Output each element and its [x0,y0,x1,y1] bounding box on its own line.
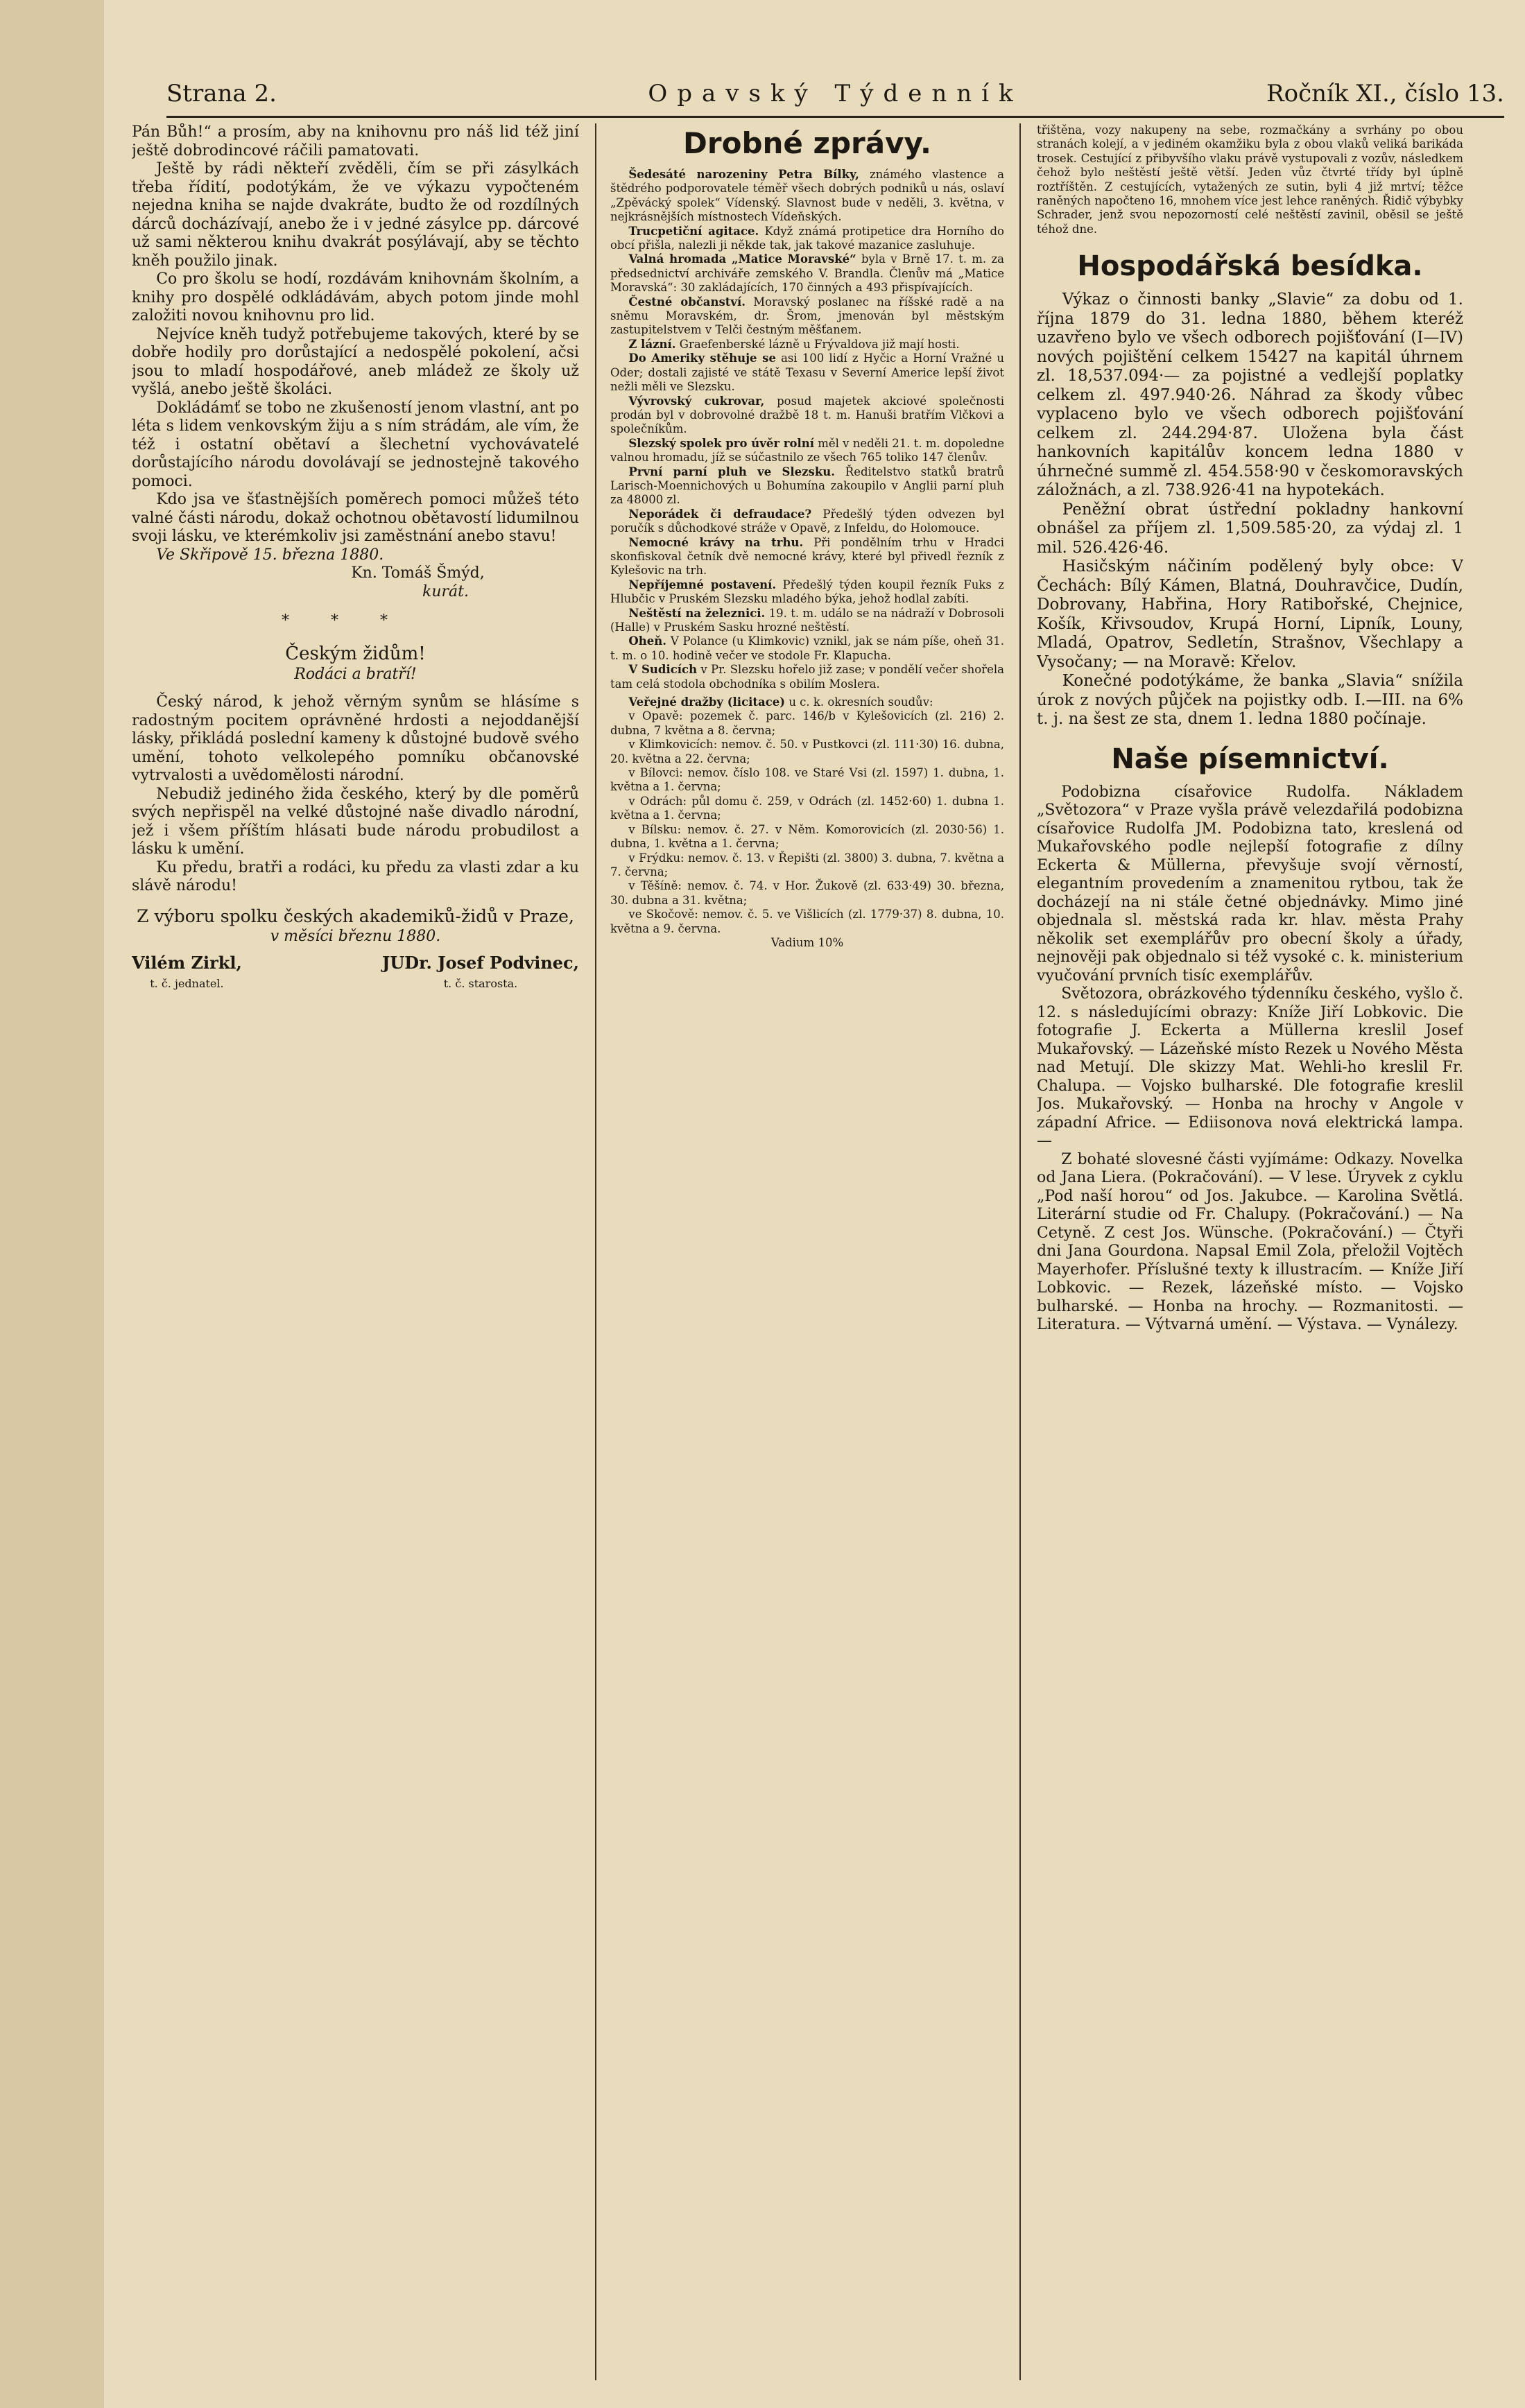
news-item [610,252,1004,295]
society-date: v měsíci březnu 1880. [270,927,441,945]
news-item-lead: Neporádek či defraudace? [628,507,812,521]
paragraph: Co pro školu se hodí, rozdávám knihovnám školním, a knihy pro dospělé odkládávám, abych potom jinde mohl založiti novou knihovnu pro lid. [132,270,579,324]
auction-item: v Frýdku: nemov. č. 13. v Řepišti (zl. 3800) 3. dubna, 7. května a 7. června; [610,851,1004,878]
news-list [610,168,1004,691]
news-item-text: asi 100 lidí z Hyčic a Horní Vražné u Oder; dostali zajisté ve státě Texasu v Severní Americe lepší život nežli měli ve Slezsku. [610,352,1004,394]
news-item [610,607,1004,635]
paragraph: Nejvíce kněh tudyž potřebujeme takových, které by se dobře hodily pro dorůstající a nedospělé pokolení, ačsi jsou to mladí hospodářové, aneb mládež ze školy už vyšlá, anebo ještě školáci. [132,325,579,398]
paragraph: Český národ, k jehož věrným synům se hlásíme s radostným pocitem oprávněné hrdosti a nejoddanější lásky, přikládá poslední kameny k důstojné budově svého umění, tohoto velkolepého pomníku občanovské vytrvalosti a uvědomělosti národní. [132,693,579,784]
section-separator: *** [282,612,429,630]
signer-role: t. č. jednatel. [150,976,224,990]
auction-item: v Těšíně: nemov. č. 74. v Hor. Žukově (zl. 633·49) 30. března, 30. dubna a 31. května; [610,879,1004,907]
column-3 [1037,123,1463,2380]
paragraph: Pán Bůh!“ a prosím, aby na knihovnu pro náš lid též jiní ještě dobrodincové ráčili pamatovati. [132,123,579,159]
news-item-text: Graefenberské lázně u Frývaldova již mají hosti. [679,337,960,351]
newspaper-title: Opavský Týdenník [648,80,1023,107]
auction-item: ve Skočově: nemov. č. 5. ve Višlicích (zl. 1779·37) 8. dubna, 10. května a 9. června. [610,908,1004,935]
paragraph: Světozora, obrázkového týdenníku českého, vyšlo č. 12. s následujícími obrazy: Kníže Jiří Lobkovic. Die fotografie J. Eckerta a Müllerna kreslil Josef Mukařovský. — Lázeňské místo Rezek u Nového Města nad Metují. Dle skizzy Mat. Wehli-ho kreslil Fr. Chalupa. — Vojsko bulharské. Dle fotografie kreslil Jos. Mukařovský. — Honba na hrochy v Angole v západní Africe. — Ediisonova nová elektrická lampa. — [1037,985,1463,1150]
news-item [610,578,1004,607]
auction-item: v Bílovci: nemov. číslo 108. ve Staré Vsi (zl. 1597) 1. dubna, 1. května a 1. června; [610,766,1004,794]
auction-item: v Klimkovicích: nemov. č. 50. v Pustkovci (zl. 111·30) 16. dubna, 20. května a 22. června; [610,738,1004,765]
news-item [610,168,1004,225]
paragraph: Ještě by rádi někteří zvěděli, čím se při zásylkách třeba řídití, podotýkám, že ve výkazu vypočteném nejedna kniha se najde dvakráte, budto že od rozdílných dárců docházívají, anebo že i v jedné zásylce pp. dárcové už sami některou knihu dvakrát posýlávají, aby se těchto kněh použilo jinak. [132,160,579,270]
news-item-lead: Slezský spolek pro úvěr rolní [628,436,814,450]
news-item [610,225,1004,253]
news-item-text: v Pr. Slezsku hořelo již zase; v pondělí večer shořela tam celá stodola obchodníka s obilím Moslera. [610,663,1004,691]
paragraph: Výkaz o činnosti banky „Slavie“ za dobu od 1. října 1879 do 31. ledna 1880, během kteréž uzavřeno bylo ve všech odborech pojišťování (I—IV) nových pojištění celkem 15427 na kapitál úhrnem zl. 18,537.094·— za pojistné a vedlejší poplatky celkem zl. 497.940·26. Náhrad za škody vůbec vyplaceno bylo ve všech odborech pojišťování celkem zl. 244.294·87. Uložena byla část hankovních kapitálův koncem ledna 1880 v úhrnečné summě zl. 454.558·90 v českomoravských záložnách, a zl. 738.926·41 na hypotekách. [1037,291,1463,500]
news-item-text: Při pondělním trhu v Hradci skonfiskoval četník dvě nemocné krávy, které byl přivedl řezník z Kylešovic na trh. [610,535,1004,578]
paragraph: Konečné podotýkáme, že banka „Slavia“ snížila úrok z nových půjček na pojistky odb. I.—III. na 6% t. j. na šest ze sta, dnem 1. ledna 1880 počínaje. [1037,672,1463,729]
paragraph: Z bohaté slovesné části vyjímáme: Odkazy. Novelka od Jana Liera. (Pokračování). — V lese. Úryvek z cyklu „Pod naší horou“ od Jos. Jakubce. — Karolina Světlá. Literární studie od Fr. Chalupy. (Pokračování.) — Na Cetyně. Z cest Jos. Wünsche. (Pokračování.) — Čtyři dni Jana Gourdona. Napsal Emil Zola, přeložil Vojtěch Mayerhofer. Příslušné texty k illustracím. — Kníže Jiří Lobkovic. — Rezek, lázeňské místo. — Vojsko bulharské. — Honba na hrochy. — Rozmanitosti. — Literatura. — Výtvarná umění. — Výstava. — Vynálezy. [1037,1150,1463,1334]
news-item [610,352,1004,394]
news-item-text: měl v neděli 21. t. m. dopoledne valnou hromadu, jíž se súčastnilo ze všech 765 toliko 147 členův. [610,436,1004,465]
news-item [610,663,1004,691]
news-item [610,395,1004,437]
news-item-lead: Trucpetiční agitace. [628,224,759,238]
news-item-lead: Šedesáté narozeniny Petra Bílky, [628,168,859,181]
paragraph: Hasičským náčiním podělený byly obce: V Čechách: Bílý Kámen, Blatná, Douhravčice, Dudín, Dobrovany, Habřina, Hory Ratibořské, Chejnice, Košík, Křivsoudov, Krupá Horní, Lipník, Louny, Mladá, Opatrov, Sedletín, Strašnov, Všechlapy a Vysočany; — na Moravě: Křelov. [1037,557,1463,671]
news-item [610,634,1004,663]
auction-item: v Bílsku: nemov. č. 27. v Něm. Komorovicích (zl. 2030·56) 1. dubna, 1. května a 1. června; [610,822,1004,851]
news-item-lead: Čestné občanství. [628,295,746,309]
page-header [166,73,1504,118]
news-item-text: byla v Brně 17. t. m. za předsednictví archiváře zemského V. Brandla. Členův má „Matice Moravská“: 30 zakládajících, 170 činných a 493 přispívajících. [610,252,1004,295]
signoff-role: kurát. [422,582,469,600]
news-item-lead: Do Ameriky stěhuje se [628,352,776,365]
society-name: Z výboru spolku českých akademiků-židů v Praze, [137,906,574,926]
paragraph: Podobizna císařovice Rudolfa. Nákladem „Světozora“ v Praze vyšla právě velezdařilá podobizna císařovice Rudolfa JM. Podobizna tato, kreslená od Mukařovského podle nejlepší fotografie z dílny Eckerta & Müllerna, převyšuje svojí věrností, elegantním provedením a znamenitou rytbou, tak že docházejí na ni stále četné objednávky. Mimo jiné objednala sl. městská rada kr. hlav. města Prahy několik set exemplářův pro obecní školy a úřady, nejnověji pak objednalo si též vysoké c. k. ministerium vyučování prvních tisíc exemplářův. [1037,783,1463,985]
auctions-intro: u c. k. okresních soudův: [789,695,933,709]
paragraph: Ku předu, bratři a rodáci, ku předu za vlasti zdar a ku slávě národu! [132,858,579,894]
news-item-text: Když známá protipetice dra Horního do obcí přišla, nalezli ji někde tak, jak takové mazanice zasluhuje. [610,224,1004,252]
news-item-lead: Z lázní. [628,337,676,351]
news-item-lead: Vývrovský cukrovar, [628,394,765,408]
news-item-text: Předešlý týden odvezen byl poručík s důchodkové stráže v Opavě, z Infeldu, do Holomouce. [610,507,1004,535]
issue-number: Ročník XI., číslo 13. [1266,80,1504,107]
news-item-text: Moravský poslanec na říšské radě a na sněmu Moravském, dr. Šrom, jmenován byl městským zastupitelstvem v Telči čestným měšťanem. [610,295,1004,337]
page-margin [0,0,104,2408]
news-item [610,437,1004,465]
news-item-lead: V Sudicích [628,663,698,677]
auction-item: v Odrách: půl domu č. 259, v Odrách (zl. 1452·60) 1. dubna 1. května a 1. června; [610,794,1004,822]
news-item-text: 19. t. m. událo se na nádraží v Dobrosoli (Halle) v Pruském Sasku hrozné neštěstí. [610,606,1004,634]
section-subtitle: Rodáci a bratří! [294,665,417,683]
signoff-place: Ve Skřipově 15. března 1880. [156,546,384,564]
signer-name: Vilém Zirkl, [132,953,242,973]
auction-list [610,709,1004,936]
column-2 [610,123,1004,2380]
section-title: Českým židům! [285,643,426,664]
column-1 [132,123,579,2380]
news-item-text: známého vlastence a štědrého podporovatele téměř všech dobrých podniků u nás, oslaví „Zpěvácký spolek“ Vídenský. Slavnost bude v neděli, 3. května, v nejkrásnějších místnostech Vídeňských. [610,168,1004,224]
page-number: Strana 2. [166,80,277,107]
section-title: Drobné zprávy. [683,126,931,160]
auctions-title: Veřejné dražby (licitace) [628,695,786,709]
signer-name: JUDr. Josef Podvinec, [381,953,579,973]
news-item-lead: Oheň. [628,634,666,648]
news-item-text: Předešlý týden koupil řezník Fuks z Hlubčic v Pruském Slezsku mladého býka, jehož hodlal zabíti. [610,578,1004,606]
news-item-lead: Nepříjemné postavení. [628,578,777,591]
auctions-end: Vadium 10% [770,935,844,949]
news-item-lead: Valná hromada „Matice Moravské“ [628,252,856,266]
news-item [610,465,1004,508]
news-item-lead: Neštěstí na železnici. [628,606,766,620]
paragraph: Dokládámť se tobo ne zkušeností jenom vlastní, ant po léta s lidem venkovským žiju a s ním strádám, ale vím, že též i ostatní obětaví a šlechetní vychovávatelé dorůstajícího národu dovolávají se jednostejně takového pomoci. [132,399,579,490]
paragraph: třištěna, vozy nakupeny na sebe, rozmačkány a svrhány po obou stranách kolejí, a v jediném okamžiku byla z obou vlaků veliká barikáda trosek. Cestující z přibyvšího vlaku právě vystupovali z vozův, následkem čehož bylo neštěstí ještě větší. Jeden vůz čtvrté třídy byl úplně roztříštěn. Z cestujících, vytažených ze sutin, byli 4 již mrtví; těžce raněných napočteno 16, mnohem více jest lehce raněných. Řidič výbybky Schrader, jenž svou nepozorností celé neštěstí zavinil, oběsil se ještě téhož dne. [1037,123,1463,236]
column-rule [1019,123,1021,2380]
section-title: Naše písemnictví. [1111,743,1389,775]
paragraph: Peněžní obrat ústřední pokladny hankovní obnášel za příjem zl. 1,509.585·20, za výdaj zl. 1 mil. 526.426·46. [1037,500,1463,557]
news-item-lead: Nemocné krávy na trhu. [628,535,804,549]
paragraph: Kdo jsa ve šťastnějších poměrech pomoci můžeš této valné části národu, dokaž ochotnou obětavostí lidumilnou svoji lásku, ve kterémkoliv jsi zaměstnání anebo stavu! [132,491,579,545]
news-item [610,536,1004,578]
news-item [610,338,1004,352]
news-item-text: Ředitelstvo statků bratrů Larisch-Moennichových u Bohumína zakoupilo v Anglii parní pluh za 48000 zl. [610,465,1004,507]
signer-role: t. č. starosta. [443,976,518,990]
news-item-text: V Polance (u Klimkovic) vznikl, jak se nám píše, oheň 31. t. m. o 10. hodině večer ve stodole Fr. Klapucha. [610,634,1004,662]
news-item-text: posud majetek akciové společnosti prodán byl v dobrovolné dražbě 18 t. m. Hanuši bratřím Vlčkovi a společníkům. [610,394,1004,436]
signatures [132,954,579,993]
section-title: Hospodářská besídka. [1077,250,1423,283]
news-item [610,295,1004,338]
news-item [610,508,1004,536]
column-rule [595,123,596,2380]
paragraph: Nebudiž jediného žida českého, který by dle poměrů svých nepřispěl na velké důstojné naše divadlo národní, jež i všem příštím hlásati bude národu probudilost a lásku k umění. [132,785,579,858]
news-item-lead: První parní pluh ve Slezsku. [628,465,836,478]
auction-item: v Opavě: pozemek č. parc. 146/b v Kylešovicích (zl. 216) 2. dubna, 7 května a 8. června; [610,709,1004,737]
signoff-name: Kn. Tomáš Šmýd, [351,564,485,582]
